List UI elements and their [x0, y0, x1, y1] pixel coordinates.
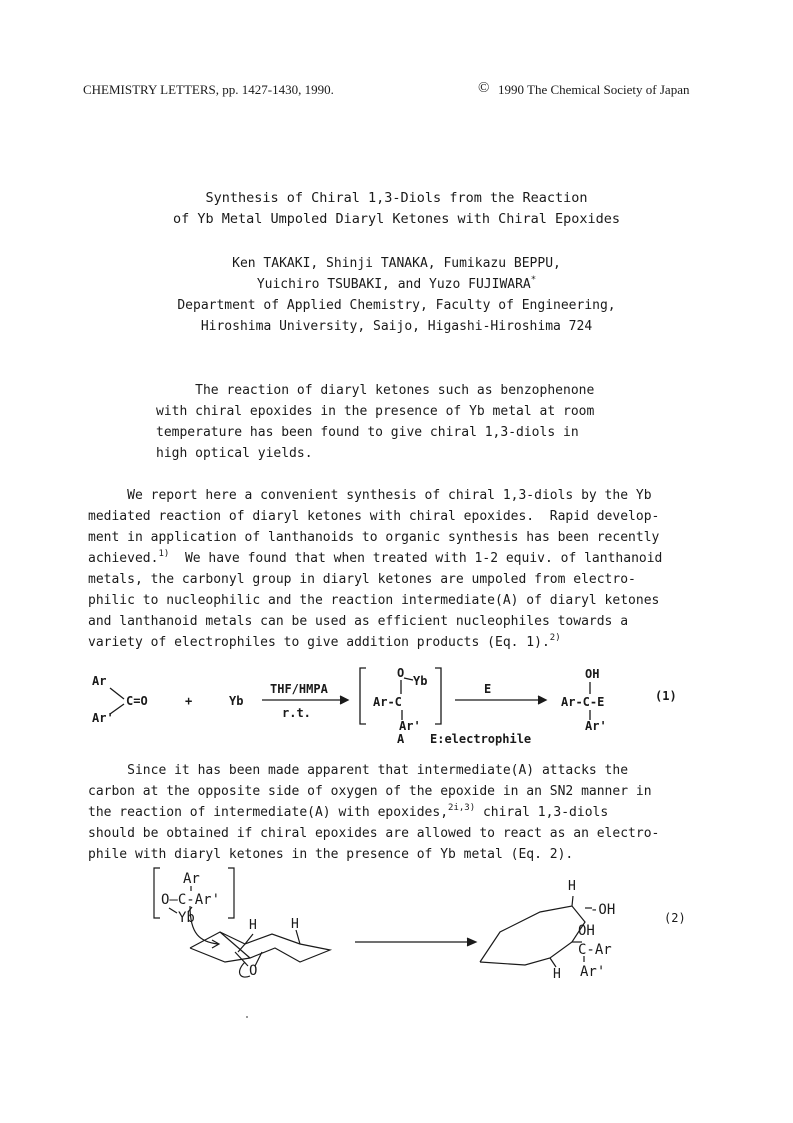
abstract-line-3: temperature has been found to give chiral 1,3-diols in: [156, 425, 579, 440]
eq1-intermediate-o: O: [397, 666, 405, 680]
abstract-line-4: high optical yields.: [156, 446, 313, 461]
title-line-2: of Yb Metal Umpoled Diaryl Ketones with Chiral Epoxides: [172, 211, 621, 227]
eq1-product-ar-prime: Ar': [585, 719, 607, 733]
para2-line-3-text: the reaction of intermediate(A) with epoxides,: [88, 805, 449, 820]
eq1-intermediate-yb: Yb: [413, 674, 428, 688]
eq1-ar: Ar: [92, 674, 107, 688]
eq1-label-electrophile: E:electrophile: [430, 732, 532, 746]
eq1-number: (1): [655, 689, 677, 703]
eq2-product-oh-right: -OH: [590, 902, 616, 918]
equation-2: [0, 862, 793, 992]
para2-line-4: should be obtained if chiral epoxides are allowed to react as an electro-: [88, 826, 660, 841]
para1-line-4: [88, 551, 662, 566]
authors-line-2: [0, 277, 793, 292]
eq1-product: Ar-C-E: [561, 695, 605, 709]
para1-line-4-text: achieved.: [88, 551, 159, 566]
reference-2: 2): [549, 633, 561, 643]
corresponding-author-mark: *: [530, 275, 537, 285]
authors-line-1: Ken TAKAKI, Shinji TANAKA, Fumikazu BEPPU,: [232, 256, 561, 271]
stray-mark: [246, 1016, 248, 1018]
authors-line-2-text: Yuichiro TSUBAKI, and Yuzo FUJIWARA: [256, 277, 531, 292]
eq1-product-oh: OH: [585, 667, 600, 681]
eq1-condition: r.t.: [282, 706, 311, 720]
para1-line-4-rest: We have found that when treated with 1-2 equiv. of lanthanoid: [169, 551, 663, 566]
para1-line-5: metals, the carbonyl group in diaryl ketones are umpoled from electro-: [88, 572, 636, 587]
affiliation-line-1: Department of Applied Chemistry, Faculty of Engineering,: [177, 298, 616, 313]
eq1-ar-prime: Ar': [92, 711, 114, 725]
eq1-yb: Yb: [229, 694, 244, 708]
eq2-ar: Ar: [183, 871, 200, 887]
eq2-product-c-ar: C-Ar: [578, 942, 612, 958]
equation-1: [0, 660, 793, 750]
journal-citation: CHEMISTRY LETTERS, pp. 1427-1430, 1990.: [83, 82, 334, 97]
eq2-h-3: H: [568, 879, 576, 894]
para1-line-3: ment in application of lanthanoids to organic synthesis has been recently: [88, 530, 660, 545]
eq1-carbonyl: C=O: [126, 694, 148, 708]
eq1-electrophile-e: E: [484, 682, 492, 696]
title-line-1: Synthesis of Chiral 1,3-Diols from the Reaction: [205, 190, 588, 206]
eq2-h-2: H: [291, 917, 299, 932]
eq2-number: (2): [664, 911, 686, 925]
para1-line-8-text: variety of electrophiles to give addition products (Eq. 1).: [88, 635, 550, 650]
affiliation-line-2: Hiroshima University, Saijo, Higashi-Hiroshima 724: [200, 319, 593, 334]
para2-line-3: [88, 805, 608, 820]
eq2-o-c-ar: O—C-Ar': [161, 892, 221, 908]
para2-line-5: phile with diaryl ketones in the presence of Yb metal (Eq. 2).: [88, 847, 574, 862]
reference-1: 1): [158, 549, 170, 559]
abstract-line-2: with chiral epoxides in the presence of Yb metal at room: [156, 404, 595, 419]
copyright-symbol: ©: [478, 80, 490, 96]
copyright-notice: 1990 The Chemical Society of Japan: [498, 82, 690, 97]
para1-line-6: philic to nucleophilic and the reaction intermediate(A) of diaryl ketones: [88, 593, 660, 608]
eq1-plus: +: [185, 694, 193, 708]
para1-line-2: mediated reaction of diaryl ketones with chiral epoxides. Rapid develop-: [88, 509, 660, 524]
eq1-label-a: A: [397, 732, 405, 746]
abstract-line-1: The reaction of diaryl ketones such as benzophenone: [156, 383, 595, 398]
para2-line-1: Since it has been made apparent that intermediate(A) attacks the: [88, 763, 629, 778]
para1-line-8: [88, 635, 561, 650]
eq2-product-ar-prime: Ar': [580, 964, 606, 980]
eq1-intermediate-ar-c: Ar-C: [373, 695, 402, 709]
eq2-h-1: H: [249, 918, 257, 933]
eq1-intermediate-ar-prime: Ar': [399, 719, 421, 733]
eq2-product-oh: OH: [578, 923, 595, 939]
para1-line-7: and lanthanoid metals can be used as efficient nucleophiles towards a: [88, 614, 629, 629]
reference-2i-3: 2i,3): [448, 803, 476, 813]
eq2-epoxide-o: O: [249, 963, 258, 979]
para1-line-1: We report here a convenient synthesis of chiral 1,3-diols by the Yb: [88, 488, 652, 503]
para2-line-2: carbon at the opposite side of oxygen of the epoxide in an SN2 manner in: [88, 784, 652, 799]
para2-line-3-rest: chiral 1,3-diols: [475, 805, 609, 820]
eq1-reagent: THF/HMPA: [270, 682, 328, 696]
eq2-yb: Yb: [178, 910, 195, 926]
eq2-h-4: H: [553, 967, 561, 982]
